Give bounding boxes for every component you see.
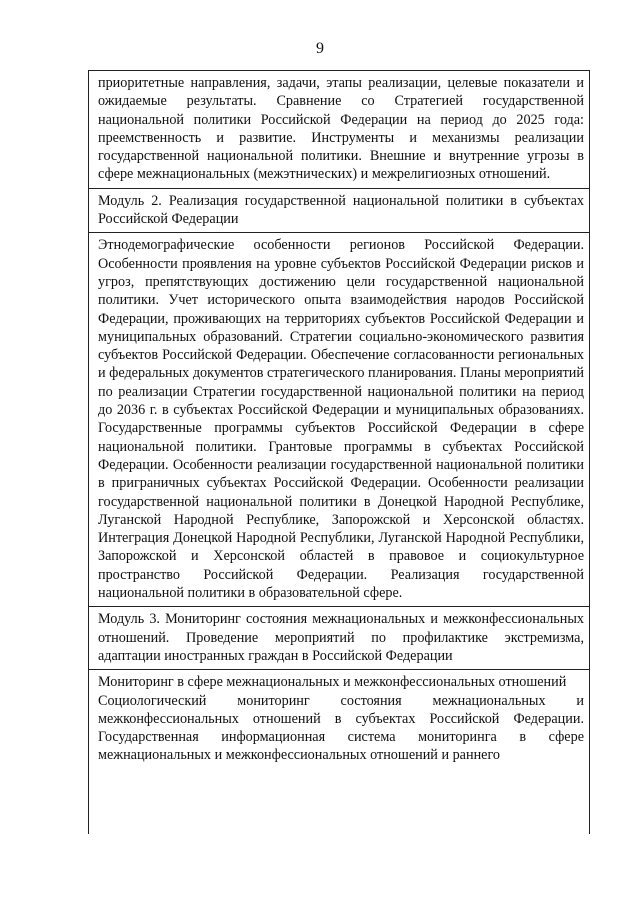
row-subheading: Мониторинг в сфере межнациональных и межконфессиональных отношений — [98, 674, 567, 691]
module-title: Модуль 3. Мониторинг состояния межнациональных и межконфессиональных отношений. Проведение мероприятий по профилактике экстремизма, адаптации иностранных граждан в Российской Федерации — [98, 611, 584, 664]
table-row-module-2-title — [89, 189, 589, 234]
curriculum-table — [88, 70, 590, 834]
row-text: приоритетные направления, задачи, этапы реализации, целевые показатели и ожидаемые результаты. Сравнение со Стратегией государственной национальной политики Российской Федерации на период до 2025 года: преемственность и развитие. Инструменты и механизмы реализации государственной национальной политики. Внешние и внутренние угрозы в сфере межнациональных (межэтнических) и межрелигиозных отношений. — [98, 75, 584, 183]
table-row-module-3-title — [89, 607, 589, 670]
table-row-strategy-content — [89, 71, 589, 189]
table-row-module-2-content — [89, 233, 589, 607]
module-title: Модуль 2. Реализация государственной национальной политики в субъектах Российской Федерации — [98, 192, 584, 228]
page-number: 9 — [316, 40, 324, 57]
row-text: Этнодемографические особенности регионов Российской Федерации. Особенности проявления на уровне субъектов Российской Федерации рисков и угроз, препятствующих достижению цели государственной национальной политики. Учет исторического опыта взаимодействия народов Российской Федерации, проживающих на территориях субъектов Российской Федерации и муниципальных образований. Стратегии социально-экономического развития субъектов Российской Федерации. Обеспечение согласованности региональных и федеральных документов стратегического планирования. Планы мероприятий по реализации Стратегии государственной национальной политики на период до 2036 г. в субъектах Российской Федерации и муниципальных образованиях. Государственные программы субъектов Российской Федерации в сфере национальной политики. Грантовые программы в субъектах Российской Федерации. Особенности реализации государственной национальной политики в приграничных субъектах Российской Федерации. Особенности реализации государственной национальной политики в Донецкой Народной Республике, Луганской Народной Республике, Запорожской и Херсонской областях. Интеграция Донецкой Народной Республики, Луганской Народной Республики, Запорожской и Херсонской областей в правовое и социокультурное пространство Российской Федерации. Реализация государственной национальной политики в образовательной сфере. — [98, 237, 584, 602]
table-row-module-3-content — [89, 670, 589, 834]
row-text: Социологический мониторинг состояния межнациональных и межконфессиональных отношений в субъектах Российской Федерации. Государственная информационная система мониторинга в сфере межнациональных и межконфессиональных отношений и раннего — [98, 692, 584, 764]
